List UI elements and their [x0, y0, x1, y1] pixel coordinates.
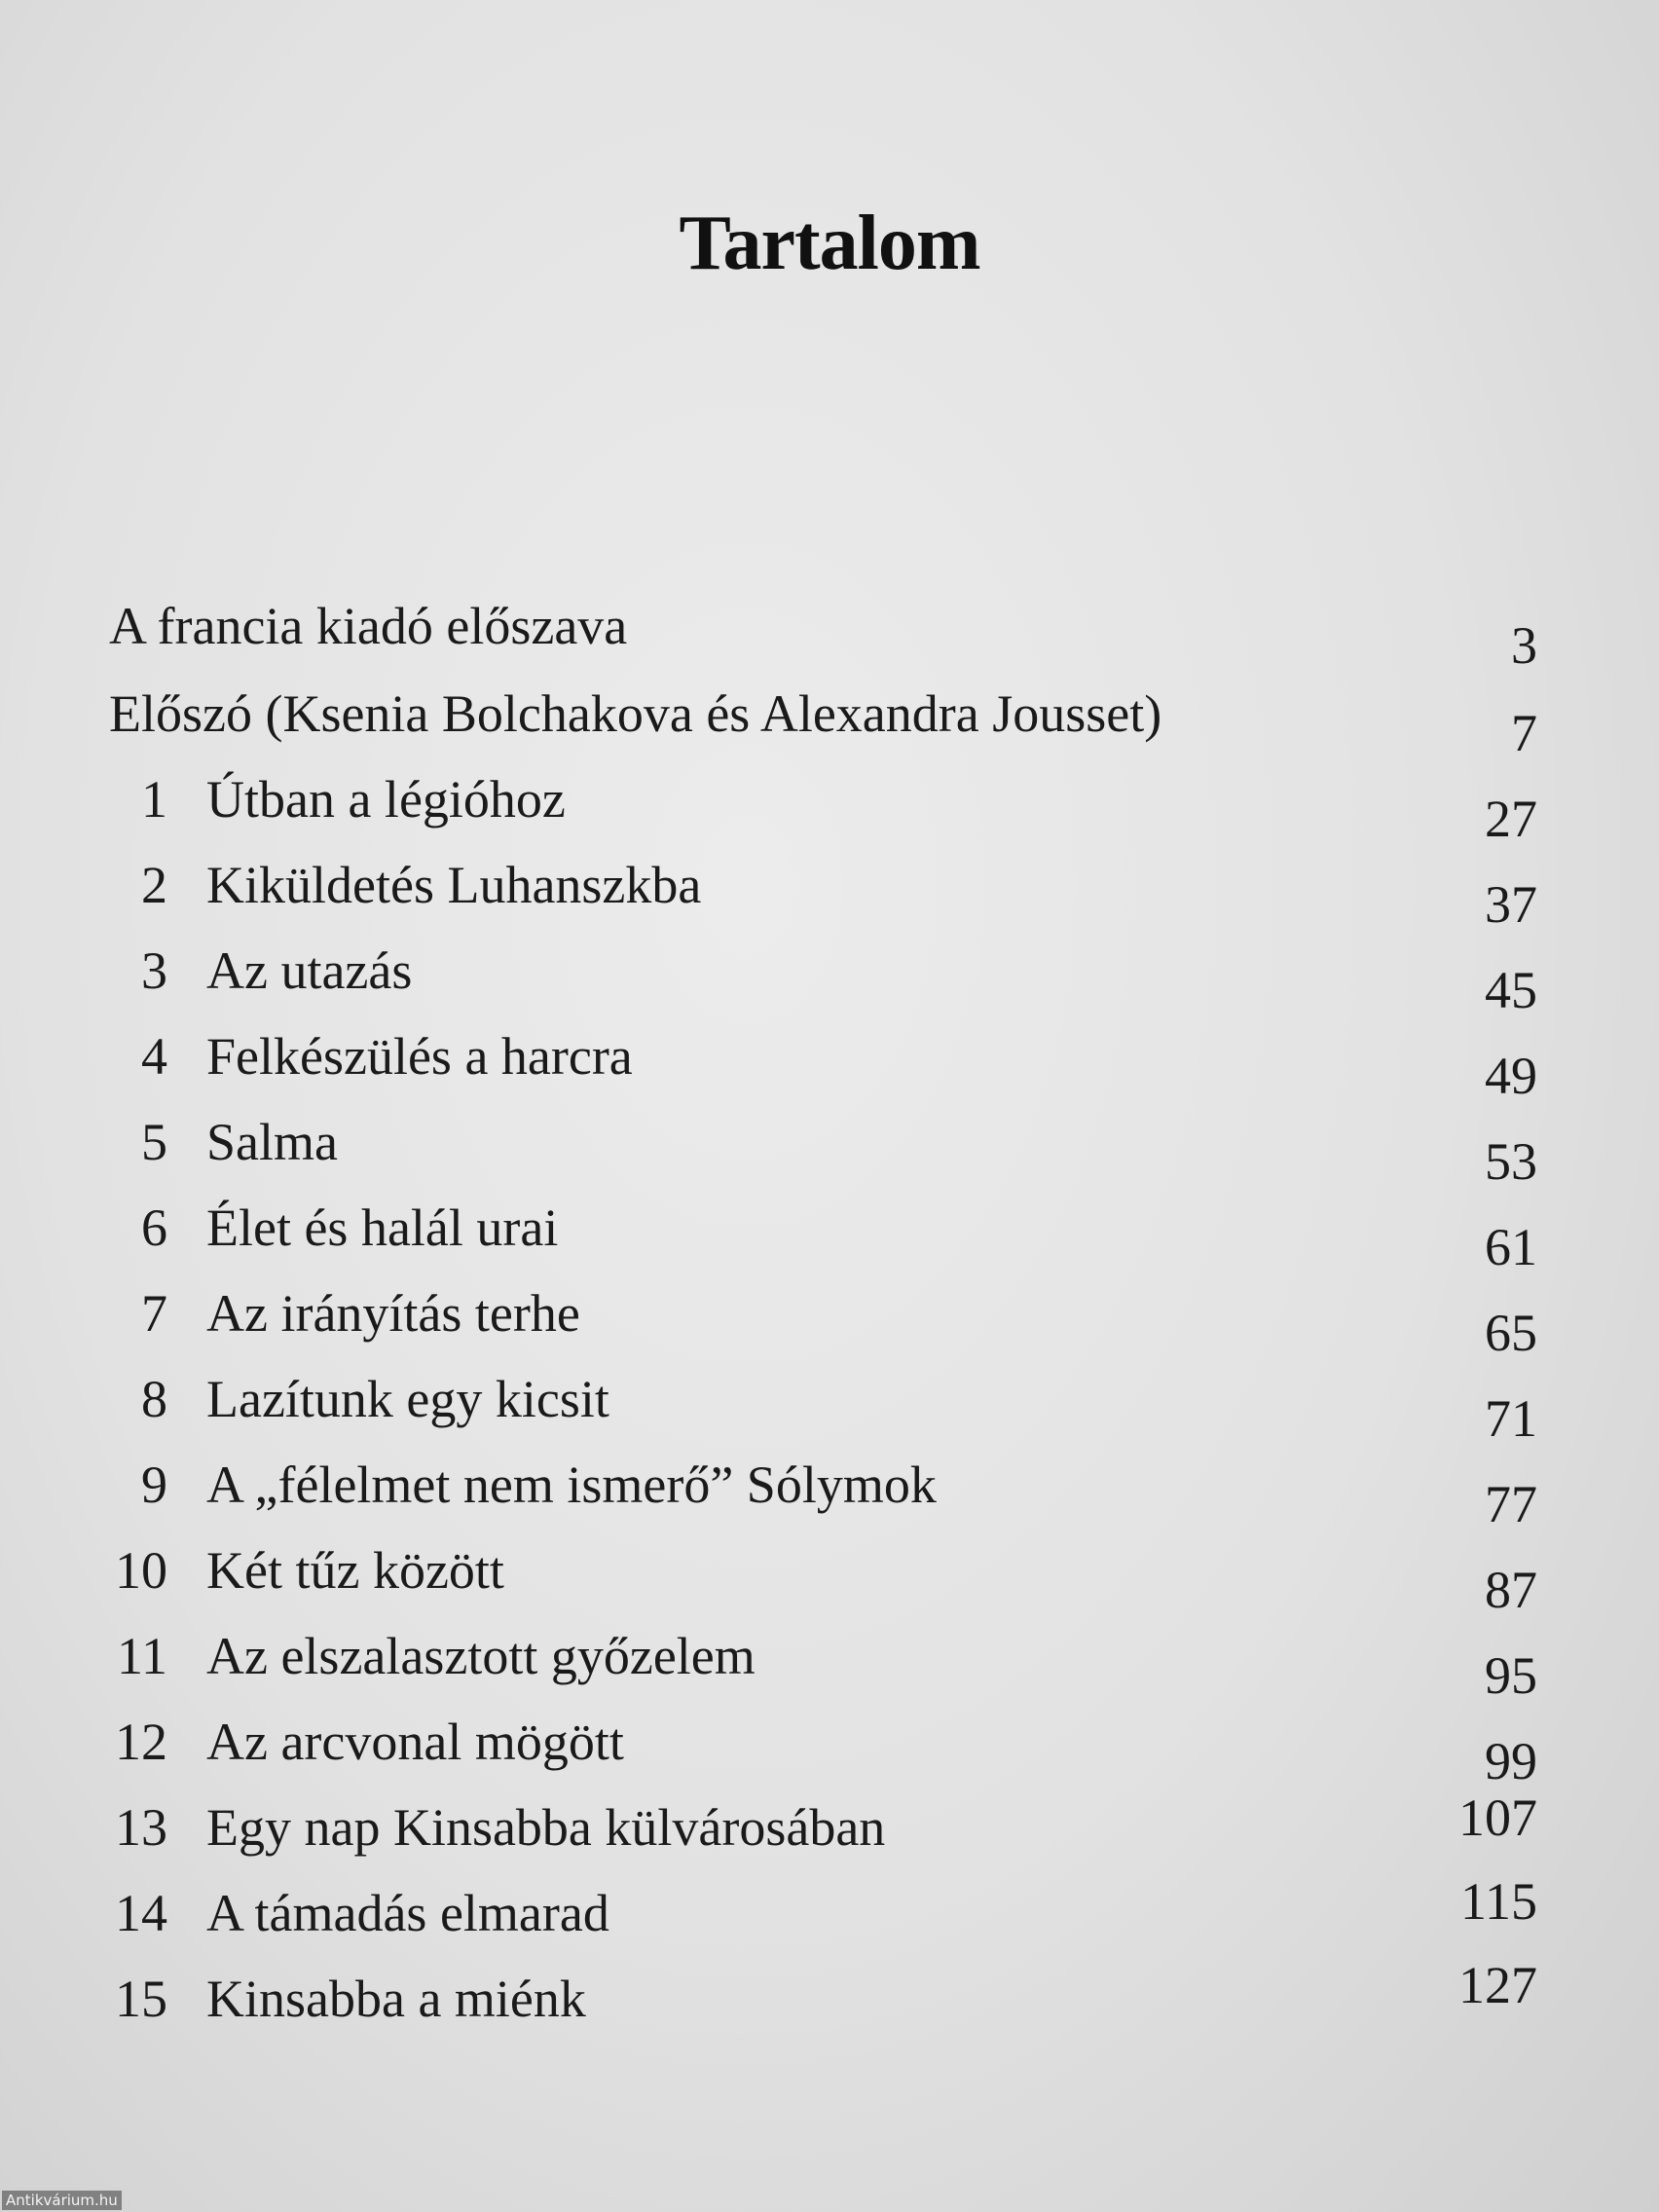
- chapter-number: 6: [141, 1198, 167, 1257]
- chapter-number: 7: [141, 1284, 167, 1343]
- toc-entry: [0, 1956, 1659, 2046]
- toc-entry: [0, 1198, 1659, 1275]
- page-number: 49: [1485, 1047, 1537, 1105]
- toc-entry: [0, 1626, 1659, 1704]
- toc-entry: [0, 1369, 1659, 1447]
- page-number: 115: [1460, 1872, 1537, 1931]
- chapter-title: Előszó (Ksenia Bolchakova és Alexandra Jousset): [109, 684, 1162, 743]
- chapter-number: 3: [141, 941, 167, 1000]
- chapter-title: Az elszalasztott győzelem: [206, 1627, 756, 1685]
- toc-entry: [0, 940, 1659, 1018]
- toc-entry: [0, 1026, 1659, 1104]
- page-number: 99: [1485, 1732, 1537, 1790]
- chapter-title: Kiküldetés Luhanszkba: [206, 856, 702, 914]
- toc-entry: [0, 1283, 1659, 1361]
- chapter-title: Az utazás: [206, 941, 413, 1000]
- chapter-number: 13: [115, 1798, 167, 1857]
- toc-entry: [0, 769, 1659, 847]
- page-number: 71: [1485, 1389, 1537, 1448]
- page-number: 107: [1458, 1788, 1537, 1847]
- toc-entry: [0, 683, 1659, 761]
- chapter-title: Az arcvonal mögött: [206, 1713, 624, 1771]
- page-number: 45: [1485, 961, 1537, 1019]
- chapter-title: Két tűz között: [206, 1541, 504, 1600]
- chapter-number: 15: [115, 1970, 167, 2028]
- chapter-title: Salma: [206, 1113, 338, 1171]
- chapter-number: 1: [141, 770, 167, 829]
- page-number: 3: [1511, 616, 1537, 675]
- chapter-number: 14: [115, 1884, 167, 1942]
- chapter-title: Élet és halál urai: [206, 1198, 559, 1257]
- page-title: Tartalom: [679, 201, 980, 286]
- page-number: 77: [1485, 1475, 1537, 1533]
- toc-entry: [0, 596, 1659, 674]
- chapter-number: 8: [141, 1370, 167, 1428]
- chapter-title: Egy nap Kinsabba külvárosában: [206, 1798, 886, 1857]
- chapter-title: A „félelmet nem ismerő” Sólymok: [206, 1456, 937, 1514]
- chapter-title: Kinsabba a miénk: [206, 1970, 586, 2028]
- page-number: 95: [1485, 1646, 1537, 1705]
- chapter-number: 11: [117, 1627, 167, 1685]
- page-number: 127: [1458, 1956, 1537, 2014]
- chapter-title: Lazítunk egy kicsit: [206, 1370, 609, 1428]
- chapter-title: A francia kiadó előszava: [109, 597, 628, 655]
- watermark: Antikvárium.hu: [2, 2191, 122, 2210]
- chapter-title: Útban a légióhoz: [206, 770, 566, 829]
- toc-entry: [0, 1872, 1659, 1961]
- page-number: 61: [1485, 1218, 1537, 1276]
- chapter-number: 9: [141, 1456, 167, 1514]
- toc-entry: [0, 855, 1659, 933]
- chapter-number: 12: [115, 1713, 167, 1771]
- toc-entry: [0, 1712, 1659, 1789]
- page-number: 87: [1485, 1561, 1537, 1619]
- chapter-title: A támadás elmarad: [206, 1884, 609, 1942]
- page-number: 27: [1485, 790, 1537, 848]
- page-number: 37: [1485, 875, 1537, 934]
- chapter-number: 4: [141, 1027, 167, 1086]
- toc-entry: [0, 1455, 1659, 1532]
- page-number: 65: [1485, 1304, 1537, 1362]
- toc-entry: [0, 1788, 1659, 1875]
- toc-entry: [0, 1540, 1659, 1618]
- chapter-number: 2: [141, 856, 167, 914]
- page-number: 7: [1511, 704, 1537, 762]
- chapter-title: Az irányítás terhe: [206, 1284, 580, 1343]
- chapter-title: Felkészülés a harcra: [206, 1027, 633, 1086]
- chapter-number: 10: [115, 1541, 167, 1600]
- toc-entry: [0, 1112, 1659, 1190]
- chapter-number: 5: [141, 1113, 167, 1171]
- page-number: 53: [1485, 1132, 1537, 1191]
